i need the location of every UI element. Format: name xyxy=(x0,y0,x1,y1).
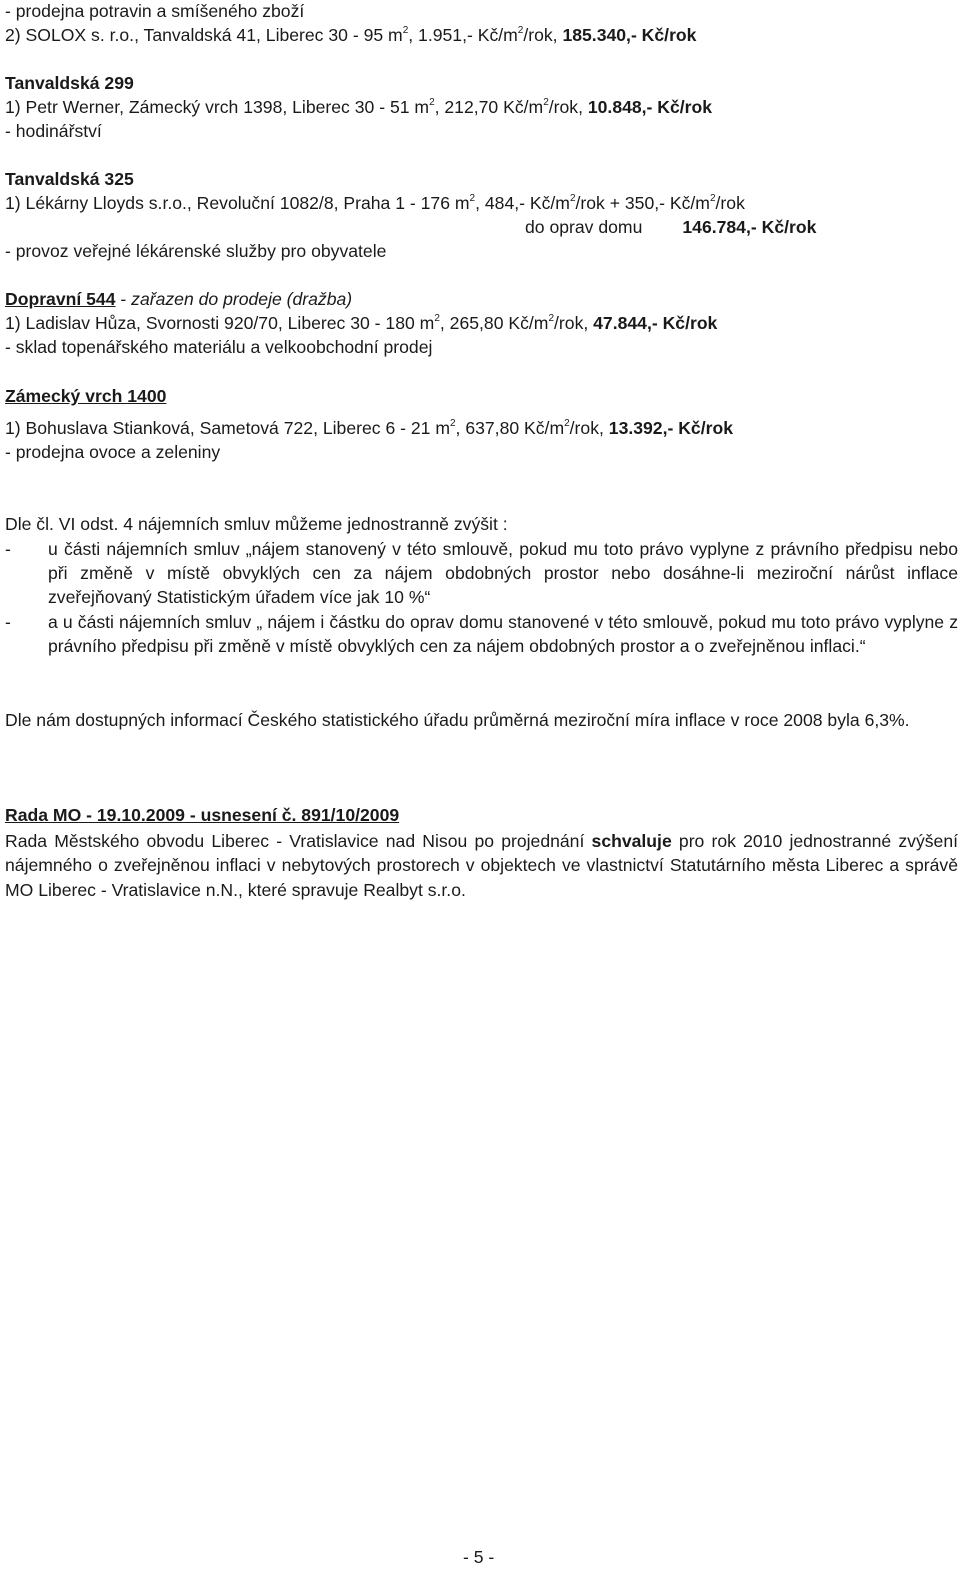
text-line: - sklad topenářského materiálu a velkoobchodní prodej xyxy=(5,337,433,357)
tenant-line: 1) Ladislav Hůza, Svornosti 920/70, Liberec 30 - 180 $m^2$, 265,80 $Kč/m^2$/rok, 47.844,- Kč/rok xyxy=(5,313,718,333)
section-heading: Tanvaldská 299 xyxy=(5,73,134,93)
bullet-item: a u části nájemních smluv „ nájem i částku do oprav domu stanovené v této smlouvě, pokud mu toto právo vyplyne z právního předpisu při změně v místě obvyklých cen za nájem obdobných prostor a o zveřejněnou inflaci.“ xyxy=(48,612,958,657)
tenant-line: 2) SOLOX s. r.o., Tanvaldská 41, Liberec 30 - 95 $m^2$, 1.951,- $Kč/m^2$/rok, 185.340,- Kč/rok xyxy=(5,25,697,45)
tenant-line: 1) Petr Werner, Zámecký vrch 1398, Liberec 30 - 51 $m^2$, 212,70 $Kč/m^2$/rok, 10.848,- Kč/rok xyxy=(5,97,713,117)
page-number: - 5 - xyxy=(463,1547,495,1567)
text-line: do oprav domu 146.784,- Kč/rok xyxy=(525,217,817,237)
tenant-line: 1) Bohuslava Stianková, Sametová 722, Liberec 6 - 21 $m^2$, 637,80 $Kč/m^2$/rok, 13.392,- Kč/rok xyxy=(5,418,733,438)
text-line: - provoz veřejné lékárenské služby pro obyvatele xyxy=(5,241,387,261)
bullet-item: u části nájemních smluv „nájem stanovený v této smlouvě, pokud mu toto právo vyplyne z právního předpisu nebo při změně v místě obvyklých cen za nájem obdobných prostor nebo dosáhne-li meziroční nárůst inflace zveřejňovaný Statistickým úřadem více jak 10 %“ xyxy=(48,539,958,608)
section-heading: Dopravní 544 - zařazen do prodeje (dražba) xyxy=(5,289,353,309)
clause-intro: Dle čl. VI odst. 4 nájemních smluv můžeme jednostranně zvýšit : xyxy=(5,514,508,534)
tenant-line: 1) Lékárny Lloyds s.r.o., Revoluční 1082/8, Praha 1 - 176 $m^2$, 484,- $Kč/m^2$/rok + 350,- $Kč/m^2$/rok xyxy=(5,193,745,213)
text-line: - hodinářství xyxy=(5,121,102,141)
section-heading: Tanvaldská 325 xyxy=(5,169,134,189)
bullet-dash: - xyxy=(5,612,11,632)
resolution-heading: Rada MO - 19.10.2009 - usnesení č. 891/10/2009 xyxy=(5,805,400,825)
inflation-paragraph: Dle nám dostupných informací Českého statistického úřadu průměrná meziroční míra inflace v roce 2008 byla 6,3%. xyxy=(5,710,910,730)
section-heading: Zámecký vrch 1400 xyxy=(5,386,167,406)
resolution-paragraph: Rada Městského obvodu Liberec - Vratislavice nad Nisou po projednání schvaluje pro rok 2010 jednostranné zvýšení nájemného o zveřejněnou inflaci v nebytových prostorech v objektech ve vlastnictví Statutárního města Liberec a správě MO Liberec - Vratislavice n.N., které spravuje Realbyt s.r.o. xyxy=(5,831,958,900)
text-line: - prodejna ovoce a zeleniny xyxy=(5,442,221,462)
text-line: - prodejna potravin a smíšeného zboží xyxy=(5,1,305,21)
bullet-dash: - xyxy=(5,539,11,559)
